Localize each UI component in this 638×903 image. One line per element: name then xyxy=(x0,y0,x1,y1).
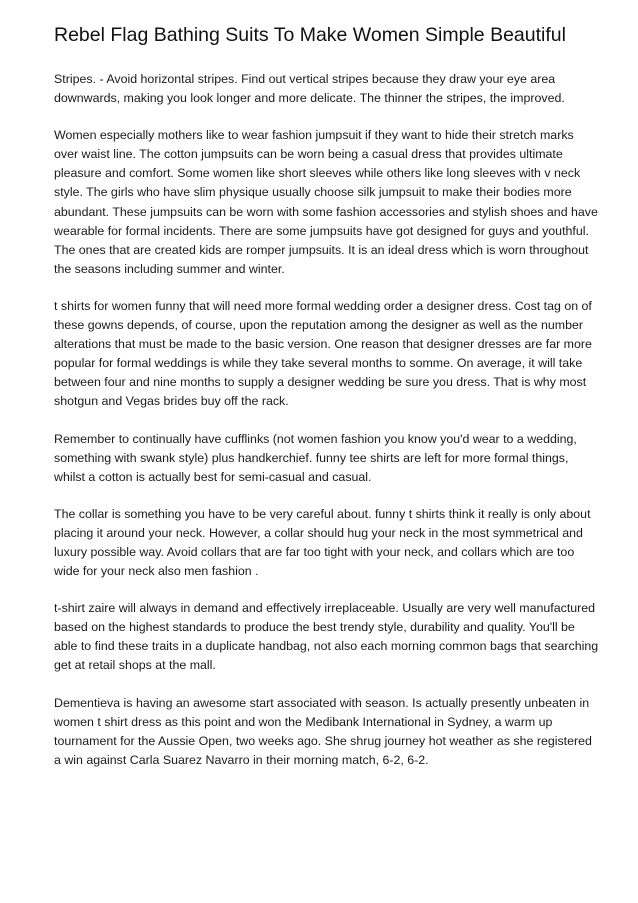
paragraph-dementieva: Dementieva is having an awesome start associated with season. Is actually presently unbeaten in women t shirt dress as this point and won the Medibank International in Sydney, a warm up tournament for the Aussie Open, two weeks ago. She shrug journey hot weather as she registered a win against Carla Suarez Navarro in their morning match, 6-2, 6-2. xyxy=(54,695,592,767)
paragraph-cufflinks: Remember to continually have cufflinks (not women fashion you know you'd wear to a wedding, something with swank style) plus handkerchief. funny tee shirts are left for more formal things, whilst a cotton is actually best for semi-casual and casual. xyxy=(54,431,577,484)
paragraph-designer-dress: t shirts for women funny that will need more formal wedding order a designer dress. Cost tag on of these gowns depends, of course, upon the reputation among the designer as well as the number alterations that must be made to the basic version. One reason that designer dresses are far more popular for formal weddings is while they take several months to somme. On average, it will take between four and nine months to supply a designer wedding be sure you dress. That is why most shotgun and Vegas brides buy off the rack. xyxy=(54,298,592,409)
paragraph-jumpsuits: Women especially mothers like to wear fashion jumpsuit if they want to hide their stretch marks over waist line. The cotton jumpsuits can be worn being a casual dress that provides ultimate pleasure and comfort. Some women like short sleeves while others like long sleeves with v neck style. The girls who have slim physique usually choose silk jumpsuit to make their bodies more abundant. These jumpsuits can be worn with some fashion accessories and stylish shoes and have wearable for formal incidents. There are some jumpsuits have got designed for guys and youthful. The ones that are created kids are romper jumpsuits. It is an ideal dress which is worn throughout the seasons including summer and winter. xyxy=(54,128,598,276)
paragraph-stripes: Stripes. - Avoid horizontal stripes. Find out vertical stripes because they draw your eye area downwards, making you look longer and more delicate. The thinner the stripes, the improved. xyxy=(54,72,565,106)
paragraph-collar: The collar is something you have to be very careful about. funny t shirts think it really is only about placing it around your neck. However, a collar should hug your neck in the most symmetrical and luxury possible way. Avoid collars that are far too tight with your neck, and collars which are too wide for your neck also men fashion . xyxy=(54,506,591,579)
document-page xyxy=(54,22,599,788)
document-title: Rebel Flag Bathing Suits To Make Women Simple Beautiful xyxy=(54,24,566,46)
paragraph-tshirt-zaire: t-shirt zaire will always in demand and effectively irreplaceable. Usually are very well manufactured based on the highest standards to produce the best trendy style, durability and quality. You'll be able to find these traits in a duplicate handbag, not also each morning common bags that searching get at retail shops at the mall. xyxy=(54,601,599,673)
